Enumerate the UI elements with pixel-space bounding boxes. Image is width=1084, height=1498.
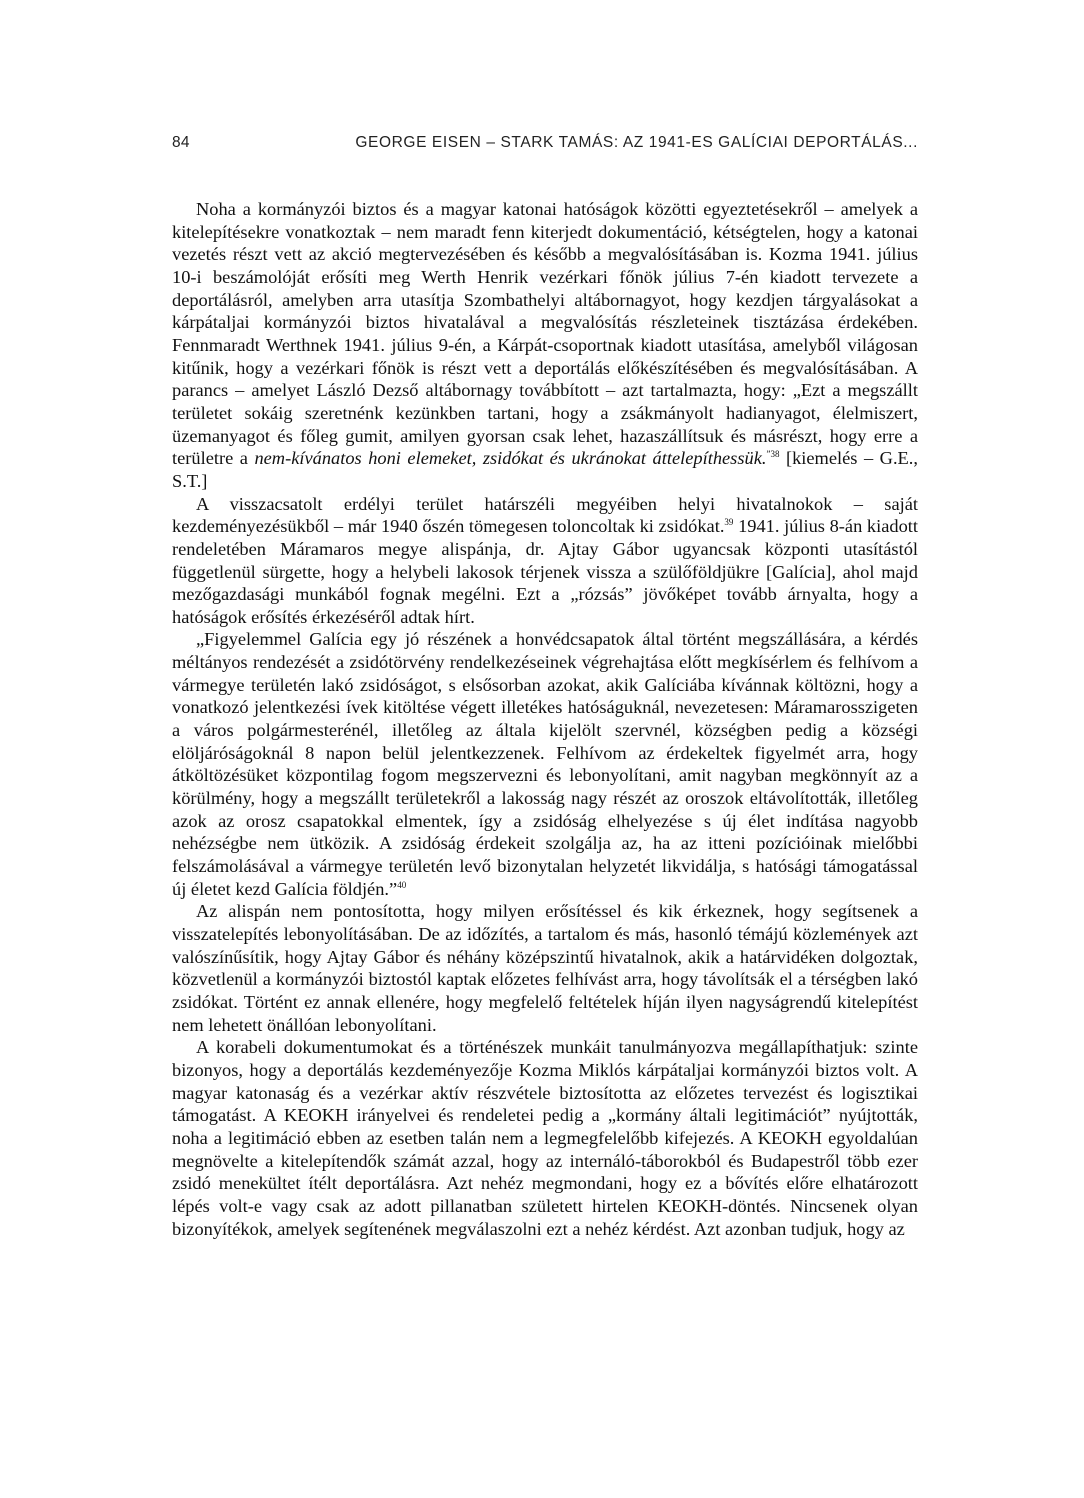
paragraph <box>172 628 918 900</box>
paragraph-text: „Figyelemmel Galícia egy jó részének a honvédcsapatok által történt megszállására, a kérdés méltányos rendezését a zsidótörvény rendelkezéseinek végrehajtása előtt megkísérlem és felhívom a vármegye területén lakó zsidóságot, s elsősorban azokat, akik Galíciába kívánnak költözni, hogy a vonatkozó jelentkezési ívek kitöltése végett illetékes hatóságuknál, nevezetesen: Máramarosszigeten a város polgármesterénél, illetőleg az általa kijelölt szervnél, községben pedig a községi elöljáróságoknál 8 napon belül jelentkezzenek. Felhívom az érdekeltek figyelmét arra, hogy átköltözésüket központilag fogom megszervezni és lebonyolítani, amit nagyban megkönnyít az a körülmény, hogy a megszállt területekről a lakosság nagy részét az oroszok eltávolították, illetőleg azok az orosz csapatokkal elmentek, így a zsidóság elhelyezése s új élet indítása nagyobb nehézségbe nem ütközik. A zsidóság érdekeit szolgálja az, ha az itteni pozícióinak mielőbbi felszámolásával a vármegye területén levő bizonytalan helyzetét likvidálja, s hatósági támogatással új életet kezd Galícia földjén.” <box>172 629 918 899</box>
running-title: GEORGE EISEN – STARK TAMÁS: AZ 1941-ES GALÍCIAI DEPORTÁLÁS... <box>355 134 918 151</box>
page-number: 84 <box>172 134 190 151</box>
paragraph <box>172 493 918 629</box>
paragraph <box>172 198 918 493</box>
body-text <box>172 198 918 1240</box>
paragraph <box>172 900 918 1036</box>
footnote-ref: ”38 <box>766 449 780 460</box>
paragraph-text: A visszacsatolt erdélyi terület határszéli megyéiben helyi hivatalnokok – saját kezdeményezésükből – már 1940 őszén tömegesen toloncoltak ki zsidókat. <box>172 493 918 537</box>
paragraph-text: A korabeli dokumentumokat és a történészek munkáit tanulmányozva megállapíthatjuk: szinte bizonyos, hogy a deportálás kezdeményezője Kozma Miklós kárpátaljai kormányzói biztos volt. A magyar katonaság és a vezérkar aktív részvétele biztosította az előzetes tervezést és logisztikai támogatást. A KEOKH irányelvei és rendeletei pedig a „kormány általi legitimációt” nyújtották, noha a legitimáció ebben az esetben talán nem a legmegfelelőbb kifejezés. A KEOKH egyoldalúan megnövelte a kitelepítendők számát azzal, hogy az internáló-táborokból és Budapestről több ezer zsidó menekültet ítélt deportálásra. Azt nehéz megmondani, hogy ez a bővítés előre elhatározott lépés volt-e vagy csak az adott pillanatban született hirtelen KEOKH-döntés. Nincsenek olyan bizonyítékok, amelyek segítenének megválaszolni ezt a nehéz kérdést. Azt azonban tudjuk, hogy az <box>172 1037 918 1239</box>
page-header <box>172 134 918 158</box>
footnote-ref: 39 <box>724 517 734 528</box>
paragraph-text: Az alispán nem pontosította, hogy milyen erősítéssel és kik érkeznek, hogy segítsenek a visszatelepítés lebonyolításában. De az időzítés, a tartalom és más, hasonló témájú közlemények azt valószínűsítik, hogy Ajtay Gábor és néhány középszintű hivatalnok, akik a határvidéken dolgoztak, közvetlenül a kormányzói biztostól kaptak előzetes felhívást arra, hogy távolítsák el a térségben lakó zsidókat. Történt ez annak ellenére, hogy megfelelő feltételek híján ilyen nagyságrendű kitelepítést nem lehetett önállóan lebonyolítani. <box>172 901 918 1035</box>
italic-quote: nem-kívánatos honi elemeket, zsidókat és ukránokat áttelepíthessük. <box>254 448 767 469</box>
paragraph <box>172 1036 918 1240</box>
paragraph-text-after: 1941. július 8-án kiadott rendeletében Máramaros megye alispánja, dr. Ajtay Gábor ugyancsak központi utasítástól függetlenül sürgette, hogy a helybeli lakosok térjenek vissza a szülőföldjükre [Galícia], ahol majd mezőgazdasági munkából fognak megélni. Ezt a „rózsás” jövőképet tovább árnyalta, hogy a hatóságok erősítés érkezéséről adtak hírt. <box>172 516 918 627</box>
paragraph-text: Noha a kormányzói biztos és a magyar katonai hatóságok közötti egyeztetésekről – amelyek a kitelepítésekre vonatkoztak – nem maradt fenn kiterjedt dokumentáció, kétségtelen, hogy a katonai vezetés részt vett az akció megtervezésében és később a megvalósításában is. Kozma 1941. július 10-i beszámolóját erősíti meg Werth Henrik vezérkari főnök július 7-én kiadott tervezete a deportálásról, amelyben arra utasítja Szombathelyi altábornagyot, hogy kezdjen tárgyalásokat a kárpátaljai kormányzói biztos hivatalával a megvalósítás részleteinek tisztázása érdekében. Fennmaradt Werthnek 1941. július 9-én, a Kárpát-csoportnak kiadott utasítása, amelyből világosan kitűnik, hogy a vezérkari főnök is részt vett a deportálás előkészítésében és megvalósításában. A parancs – amelyet László Dezső altábornagy továbbított – azt tartalmazta, hogy: „Ezt a megszállt területet sokáig szeretnénk kezünkben tartani, hogy a zsákmányolt hadianyagot, élelmiszert, üzemanyagot és főleg gumit, amilyen gyorsan csak lehet, hazaszállítsuk és másrészt, hogy erre a területre a <box>172 199 918 469</box>
paragraph-text-after: [kiemelés – G.E., S.T.] <box>172 448 918 491</box>
footnote-ref: 40 <box>397 879 407 890</box>
